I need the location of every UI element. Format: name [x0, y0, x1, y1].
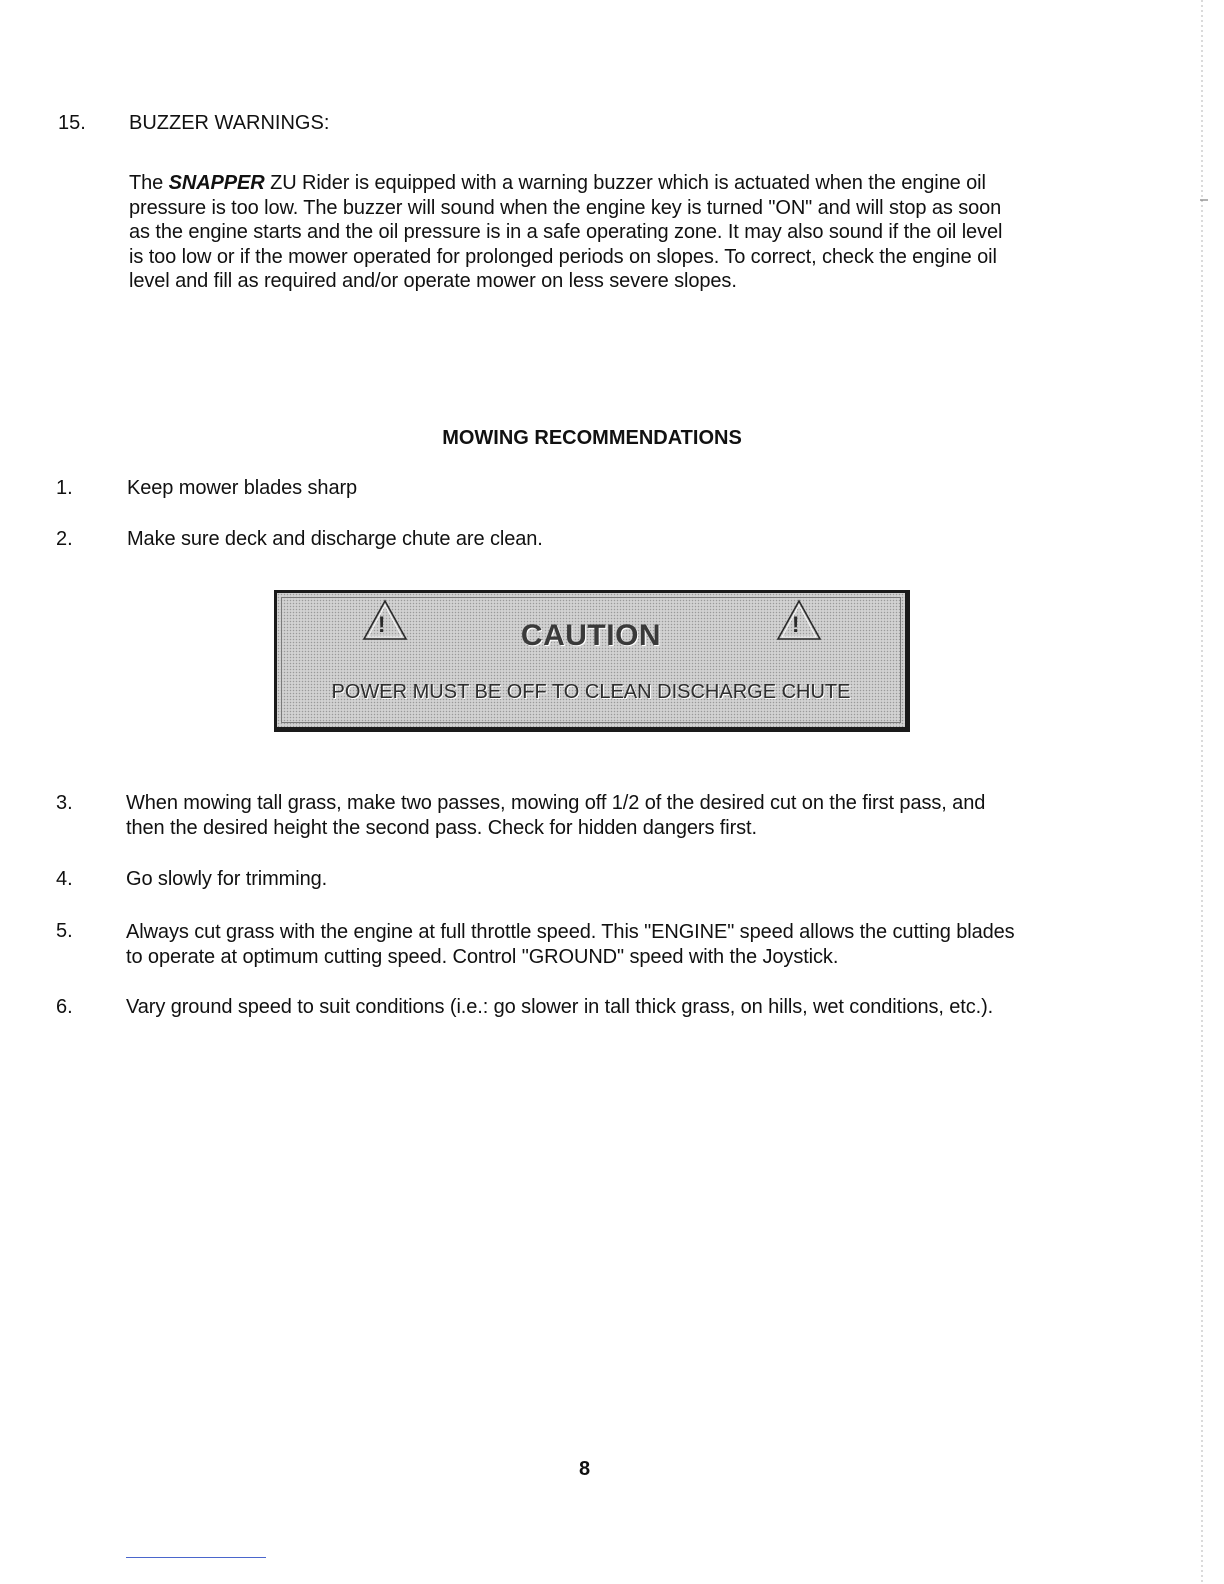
- warning-icon-symbol: !: [792, 612, 800, 637]
- intro-text: The: [129, 172, 169, 194]
- mowing-heading: MOWING RECOMMENDATIONS: [442, 427, 742, 449]
- caution-title: CAUTION: [520, 619, 662, 652]
- list-item-number: 3.: [56, 792, 73, 814]
- paragraph-line: is too low or if the mower operated for prolonged periods on slopes. To correct, check the engine oil: [129, 245, 997, 268]
- list-item-number: 4.: [56, 868, 73, 890]
- section-number: 15.: [58, 112, 86, 134]
- list-item-number: 1.: [56, 477, 73, 499]
- list-item-text: Make sure deck and discharge chute are clean.: [127, 528, 543, 550]
- list-item-text: Vary ground speed to suit conditions (i.e.: go slower in tall thick grass, on hills, wet conditions, etc.).: [126, 996, 994, 1018]
- paragraph-line: as the engine starts and the oil pressure is in a safe operating zone. It may also sound if the oil level: [129, 221, 1003, 243]
- page-number: 8: [579, 1458, 591, 1480]
- scan-edge-artifact: [1196, 0, 1210, 1584]
- intro-text-cont: ZU Rider is equipped with a warning buzzer which is actuated when the engine oil: [264, 172, 986, 194]
- buzzer-paragraph: [129, 171, 1129, 294]
- caution-box: [274, 590, 910, 732]
- list-item-line: When mowing tall grass, make two passes, mowing off 1/2 of the desired cut on the first pass, and: [126, 792, 986, 814]
- section-title: BUZZER WARNINGS:: [129, 112, 330, 134]
- list-item-text: Keep mower blades sharp: [127, 477, 358, 499]
- list-item-line: to operate at optimum cutting speed. Control "GROUND" speed with the Joystick.: [126, 945, 839, 968]
- paragraph-line: level and fill as required and/or operate mower on less severe slopes.: [129, 270, 737, 292]
- list-item-number: 6.: [56, 996, 73, 1018]
- caution-text: POWER MUST BE OFF TO CLEAN DISCHARGE CHUTE: [331, 681, 851, 703]
- brand-name: SNAPPER: [168, 172, 265, 194]
- list-item-text: [126, 920, 1015, 969]
- list-item-text: Go slowly for trimming.: [126, 868, 328, 890]
- list-item-text: [126, 791, 985, 840]
- paragraph-line: [129, 171, 1129, 196]
- warning-icon-symbol: !: [378, 612, 386, 637]
- list-item-line: Always cut grass with the engine at full throttle speed. This "ENGINE" speed allows the cutting blades: [126, 921, 1015, 943]
- footnote-rule: [126, 1557, 266, 1558]
- list-item-number: 5.: [56, 920, 73, 942]
- list-item-line: then the desired height the second pass. Check for hidden dangers first.: [126, 816, 757, 839]
- list-item-number: 2.: [56, 528, 73, 550]
- paragraph-line: pressure is too low. The buzzer will sound when the engine key is turned "ON" and will stop as soon: [129, 196, 1002, 219]
